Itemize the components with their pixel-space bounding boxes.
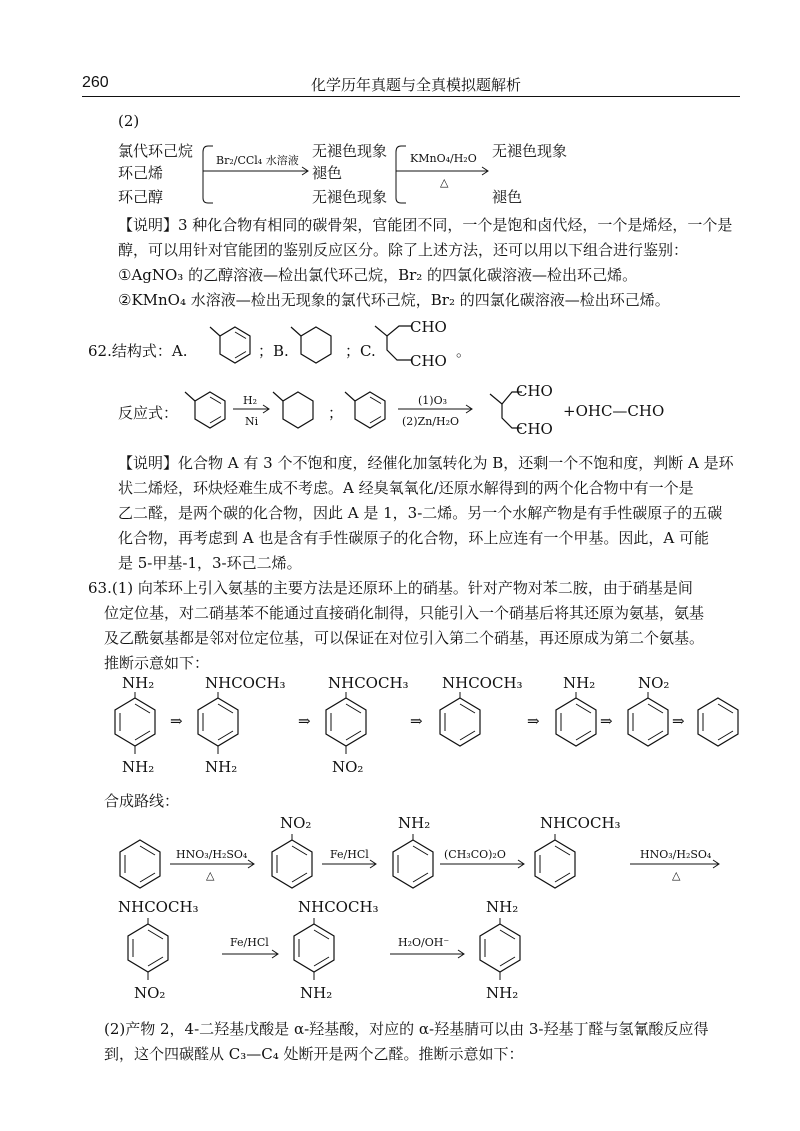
- h2-label: H₂: [243, 394, 258, 407]
- q62-sep-b: ；B.: [258, 342, 289, 360]
- q62-note-1: 【说明】化合物 A 有 3 个不饱和度，经催化加氢转化为 B，还剩一个不饱和度，判断 A 是环: [118, 454, 734, 472]
- s2-label: (2): [118, 112, 140, 130]
- zn-label: (2)Zn/H₂O: [402, 415, 460, 428]
- result1-c: 无褪色现象: [312, 188, 388, 206]
- reagent-kmno4: KMnO₄/H₂O: [410, 152, 477, 165]
- retro-arrow-4: ⇒: [527, 712, 540, 730]
- retro-ring-3: [316, 692, 376, 758]
- note1-line-2: 醇，可以用针对官能团的鉴别反应区分。除了上述方法，还可以用以下组合进行鉴别：: [118, 241, 689, 259]
- retro-3-bottom: NO₂: [332, 758, 364, 776]
- retro-2-bottom: NH₂: [205, 758, 238, 776]
- route2-top-3: NH₂: [486, 898, 519, 916]
- route-benzene: [110, 834, 170, 894]
- route-acetanilide: [525, 834, 585, 894]
- rxn-reactant-a: [180, 380, 240, 440]
- q62-label: 62.结构式：A.: [88, 342, 188, 360]
- note1-line-3: ①AgNO₃ 的乙醇溶液—检出氯代环己烷，Br₂ 的四氯化碳溶液—检出环己烯。: [118, 266, 638, 284]
- route-r5: Fe/HCl: [230, 936, 269, 949]
- route-r6: H₂O/OH⁻: [398, 936, 450, 949]
- compound-2: 环己烯: [118, 164, 164, 182]
- retro-ring-6: [618, 692, 678, 758]
- note1-line-4: ②KMnO₄ 水溶液—检出无现象的氯代环己烷，Br₂ 的四氯化碳溶液—检出环己烯。: [118, 291, 670, 309]
- c-cho-bottom: CHO: [410, 352, 447, 370]
- rxn-semicolon: ；: [328, 404, 344, 422]
- q62-note-4: 化合物，再考虑到 A 也是含有手性碳原子的化合物，环上应连有一个甲基。因此，A 可能: [118, 529, 709, 547]
- route2-bottom-1: NO₂: [134, 984, 166, 1002]
- route2-top-1: NHCOCH₃: [118, 898, 199, 916]
- route-nh2-label: NH₂: [398, 814, 431, 832]
- rxn-product-b: [268, 380, 328, 440]
- retro-arrow-1: ⇒: [170, 712, 183, 730]
- compound-1: 氯代环己烷: [118, 142, 194, 160]
- retro-ring-5: [546, 692, 606, 758]
- heat-symbol: △: [440, 176, 449, 189]
- retro-1-bottom: NH₂: [122, 758, 155, 776]
- route-r3: (CH₃CO)₂O: [444, 848, 506, 861]
- compound-3: 环己醇: [118, 188, 164, 206]
- note1-line-1: 【说明】3 种化合物有相同的碳骨架，官能团不同，一个是饱和卤代烃，一个是烯烃，一个是: [118, 216, 733, 234]
- running-title: 化学历年真题与全真模拟题解析: [311, 76, 522, 94]
- q63-line-2: 位定位基，对二硝基苯不能通过直接硝化制得，只能引入一个硝基后将其还原为氨基，氨基: [104, 604, 705, 622]
- q63-line-4: 推断示意如下：: [104, 654, 210, 672]
- retro-6-top: NO₂: [638, 674, 670, 692]
- result2-a: 无褪色现象: [492, 142, 568, 160]
- rxn-reactant-a2: [340, 380, 400, 440]
- retro-ring-4: [430, 692, 490, 758]
- q62-end: 。: [456, 342, 472, 360]
- retro-ring-2: [188, 692, 248, 758]
- c-cho-top: CHO: [410, 318, 447, 336]
- retro-arrow-2: ⇒: [298, 712, 311, 730]
- q63-line-1: 63.(1) 向苯环上引入氨基的主要方法是还原环上的硝基。针对产物对苯二胺，由于硝基是间: [88, 579, 693, 597]
- rxn-cho-bottom: CHO: [516, 420, 553, 438]
- ni-label: Ni: [245, 415, 259, 428]
- q63-line-3: 及乙酰氨基都是邻对位定位基，可以保证在对位引入第二个硝基，再还原成为第二个氨基。: [104, 629, 705, 647]
- q62-note-5: 是 5-甲基-1，3-环己二烯。: [118, 554, 302, 572]
- retro-4-top: NHCOCH₃: [442, 674, 523, 692]
- route2-bottom-2: NH₂: [300, 984, 333, 1002]
- route2-bottom-3: NH₂: [486, 984, 519, 1002]
- rxn-glyoxal: +OHC—CHO: [563, 402, 665, 420]
- route-r4-heat: △: [672, 869, 681, 882]
- route-nitrobenzene: [262, 834, 322, 894]
- route-r2: Fe/HCl: [330, 848, 369, 861]
- route-phenylenediamine: [470, 918, 530, 984]
- q63-part2-line-2: 到，这个四碳醛从 C₃—C₄ 处断开是两个乙醛。推断示意如下：: [104, 1045, 524, 1063]
- o3-label: (1)O₃: [418, 394, 448, 407]
- s2-brackets-arrows: [0, 0, 800, 230]
- page-number: 260: [82, 74, 109, 91]
- retro-2-top: NHCOCH₃: [205, 674, 286, 692]
- retro-ring-benzene: [688, 692, 748, 758]
- result1-a: 无褪色现象: [312, 142, 388, 160]
- route-nitroacetanilide: [118, 918, 178, 984]
- q63-part2-line-1: (2)产物 2，4-二羟基戊酸是 α-羟基酸，对应的 α-羟基腈可以由 3-羟基丁醛与氢氰酸反应得: [104, 1020, 709, 1038]
- retro-arrow-5: ⇒: [600, 712, 613, 730]
- retro-5-top: NH₂: [563, 674, 596, 692]
- route-label: 合成路线：: [104, 792, 180, 810]
- route-r1-heat: △: [206, 869, 215, 882]
- route2-top-2: NHCOCH₃: [298, 898, 379, 916]
- q62-note-3: 乙二醛，是两个碳的化合物，因此 A 是 1，3-二烯。另一个水解产物是有手性碳原子的五碳: [118, 504, 723, 522]
- route-r1: HNO₃/H₂SO₄: [176, 848, 248, 861]
- rxn-label: 反应式：: [118, 404, 179, 422]
- retro-3-top: NHCOCH₃: [328, 674, 409, 692]
- route-no2-label: NO₂: [280, 814, 312, 832]
- route-aminoacetanilide: [284, 918, 344, 984]
- result2-b: 褪色: [492, 188, 523, 206]
- route-nhcoch3-label: NHCOCH₃: [540, 814, 621, 832]
- q62-note-2: 状二烯烃，环炔烃难生成不考虑。A 经臭氧氧化/还原水解得到的两个化合物中有一个是: [118, 479, 694, 497]
- retro-1-top: NH₂: [122, 674, 155, 692]
- retro-arrow-3: ⇒: [410, 712, 423, 730]
- route-aniline: [383, 834, 443, 894]
- rxn-cho-top: CHO: [516, 382, 553, 400]
- q62-sep-c: ；C.: [345, 342, 376, 360]
- route-r4: HNO₃/H₂SO₄: [640, 848, 712, 861]
- result1-b: 褪色: [312, 164, 343, 182]
- reagent-br2: Br₂/CCl₄ 水溶液: [216, 154, 299, 167]
- retro-arrow-6: ⇒: [672, 712, 685, 730]
- structure-a-methylcyclohexadiene: [205, 315, 265, 375]
- structure-b-methylcyclohexane: [286, 315, 346, 375]
- retro-ring-1: [105, 692, 165, 758]
